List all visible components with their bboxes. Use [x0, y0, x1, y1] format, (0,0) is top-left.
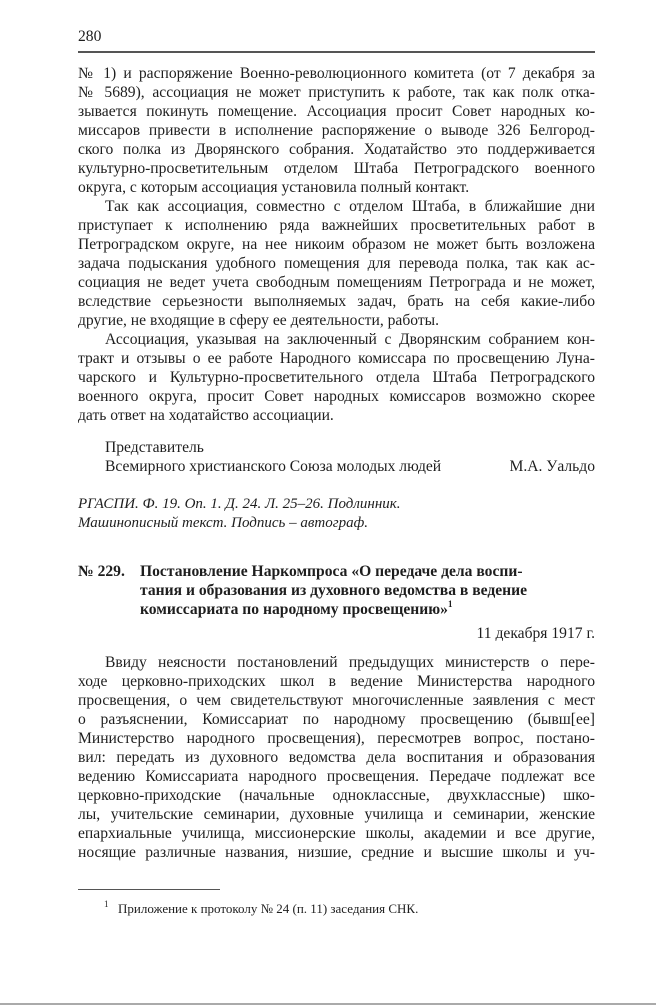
text-line: культурно-просветительным отделом Штаба Петроградского военного — [78, 159, 595, 177]
header-rule — [78, 51, 595, 53]
text-line: епархиальные училища, миссионерские школы, академии и все другие, — [78, 824, 595, 842]
text-line: чарского и Культурно-просветительного отдела Штаба Петроградского — [78, 368, 595, 386]
source-note-line: Машинописный текст. Подпись – автограф. — [78, 515, 368, 531]
signature-title: Представитель — [105, 439, 204, 456]
text-line: другие, не входящие в сферу ее деятельности, работы. — [78, 311, 440, 329]
text-line: миссаров привести в исполнение распоряжение о выводе 326 Белгород- — [78, 121, 595, 139]
text-line: просвещения, о чем свидетельствуют многочисленные заявления с мест — [78, 691, 595, 709]
footnote-text: Приложение к протоколу № 24 (п. 11) заседания СНК. — [118, 901, 419, 916]
source-note-line: РГАСПИ. Ф. 19. Оп. 1. Д. 24. Л. 25–26. Подлинник. — [78, 496, 401, 512]
document-title-line-with-ref — [140, 600, 452, 619]
text-line: лы, учительские семинарии, духовные училища и семинарии, женские — [78, 805, 595, 823]
text-line: Ассоциация, указывая на заключенный с Дворянским собранием кон- — [105, 330, 595, 348]
text-line: Так как ассоциация, совместно с отделом Штаба, в ближайшие дни — [105, 197, 595, 215]
text-line: ведению Комиссариата народного просвещения. Передаче подлежат все — [78, 767, 595, 785]
text-line: тракт и отзывы о ее работе Народного комиссара по просвещению Луна- — [78, 349, 595, 367]
document-title-line: тания и образования из духовного ведомства в ведение — [140, 582, 528, 599]
signature-organization: Всемирного христианского Союза молодых людей — [105, 458, 442, 475]
text-line: социация не ведет учета свободным помещениям Петрограда и не может, — [78, 273, 595, 291]
text-line: дать ответ на ходатайство ассоциации. — [78, 406, 334, 424]
text-line: задача подыскания удобного помещения для перевода полка, так как ас- — [78, 254, 595, 272]
text-line: № 5689), ассоциация не может приступить к работе, так как полк отка- — [78, 83, 595, 101]
text-line: № 1) и распоряжение Военно-революционного комитета (от 7 декабря за — [78, 64, 595, 82]
footnote-rule — [78, 889, 220, 890]
document-number: № 229. — [78, 563, 125, 580]
text-line: церковно-приходские (начальные одноклассные, двухклассные) шко- — [78, 786, 595, 804]
footnote-marker: 1 — [104, 899, 109, 909]
text-line: военного округа, просит Совет народных комиссаров возможно скорее — [78, 387, 595, 405]
text-line: о разъяснении, Комиссариат по народному просвещению (бывш[ее] — [78, 710, 595, 728]
text-line: Петроградском округе, на нее никоим образом не может быть возложена — [78, 235, 595, 253]
page-number: 280 — [78, 28, 102, 45]
text-line: ского полка из Дворянского собрания. Ходатайство это поддерживается — [78, 140, 595, 158]
text-line: округа, с которым ассоциация установила полный контакт. — [78, 178, 470, 196]
text-line: вил: передать из духовного ведомства дела воспитания и образования — [78, 748, 595, 766]
text-line: носящие различные названия, низшие, средние и высшие школы и уч- — [78, 843, 595, 861]
page-bottom-edge — [0, 1003, 656, 1005]
text-line: Министерство народного просвещения), пересмотрев вопрос, постано- — [78, 729, 595, 747]
footnote-reference[interactable]: 1 — [447, 599, 453, 609]
text-line: ходе церковно-приходских школ в ведение Министерства народного — [78, 672, 595, 690]
text-line: вследствие серьезности выполняемых задач, брать на себя какие-либо — [78, 292, 595, 310]
document-date: 11 декабря 1917 г. — [476, 625, 595, 642]
text-line: приступает к исполнению ряда важнейших просветительных работ в — [78, 216, 595, 234]
document-title-line: Постановление Наркомпроса «О передаче дела воспи- — [140, 563, 523, 580]
document-title-line: комиссариата по народному просвещению» — [140, 601, 448, 618]
signature-name: М.А. Уальдо — [509, 458, 595, 475]
text-line: зывается покинуть помещение. Ассоциация просит Совет народных ко- — [78, 102, 595, 120]
text-line: Ввиду неясности постановлений предыдущих министерств о пере- — [105, 653, 595, 671]
